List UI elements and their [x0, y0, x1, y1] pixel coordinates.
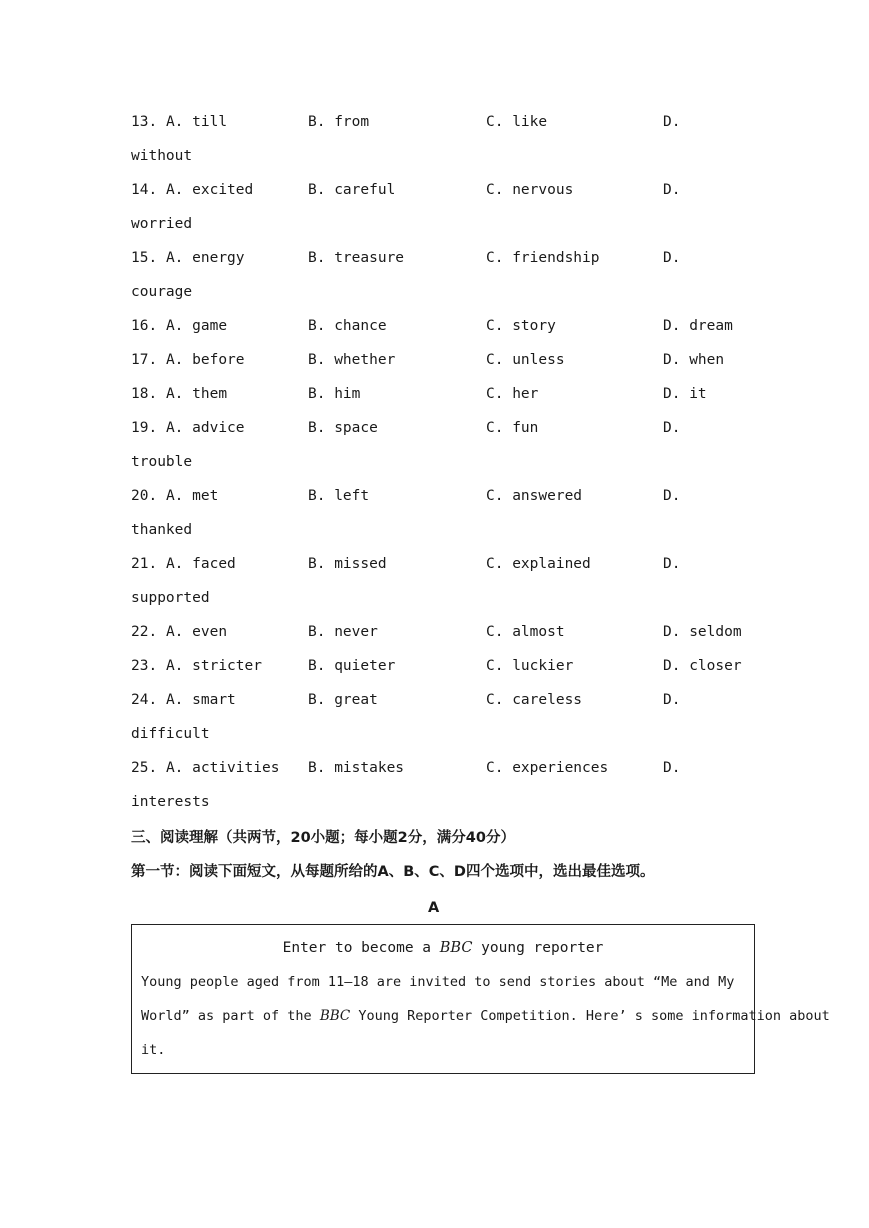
option-b: B. never [308, 624, 378, 640]
passage-title: Enter to become a BBC young reporter [282, 940, 604, 956]
section-instruction: 第一节：阅读下面短文，从每题所给的A、B、C、D四个选项中，选出最佳选项。 [131, 864, 655, 880]
question-number: 20. [131, 488, 158, 504]
passage-line-2: World” as part of the BBC Young Reporter Competition. Here’ s some information about [141, 1008, 830, 1024]
question-number: 18. [131, 386, 158, 402]
option-d-wrapped-text: trouble [131, 454, 193, 470]
option-d-wrapped-text: difficult [131, 726, 210, 742]
option-a: 17. A. before [131, 352, 245, 368]
option-d: D. closer [663, 658, 742, 674]
passage-line-brand: BBC [319, 1008, 351, 1024]
question-number: 19. [131, 420, 158, 436]
option-d: D. dream [663, 318, 733, 334]
option-d-wrapped-text: interests [131, 794, 210, 810]
option-b: B. careful [308, 182, 396, 198]
option-c: C. explained [486, 556, 591, 572]
option-c: C. careless [486, 692, 583, 708]
option-c: C. unless [486, 352, 565, 368]
option-a: 22. A. even [131, 624, 228, 640]
option-d-wrapped-text: worried [131, 216, 193, 232]
option-d-wrapped-text: without [131, 148, 193, 164]
option-b: B. whether [308, 352, 396, 368]
option-d: D. [663, 692, 681, 708]
question-number: 16. [131, 318, 158, 334]
option-c: C. almost [486, 624, 565, 640]
option-d: D. it [663, 386, 707, 402]
option-a: 23. A. stricter [131, 658, 262, 674]
option-b: B. missed [308, 556, 387, 572]
option-a: 15. A. energy [131, 250, 245, 266]
question-number: 17. [131, 352, 158, 368]
option-b: B. quieter [308, 658, 396, 674]
option-c: C. nervous [486, 182, 574, 198]
option-c: C. luckier [486, 658, 574, 674]
option-b: B. mistakes [308, 760, 405, 776]
option-d: D. [663, 488, 681, 504]
option-a: 14. A. excited [131, 182, 254, 198]
option-d: D. when [663, 352, 725, 368]
option-d: D. [663, 182, 681, 198]
option-d: D. [663, 114, 681, 130]
question-number: 13. [131, 114, 158, 130]
option-c: C. like [486, 114, 548, 130]
passage-label: A [428, 900, 440, 916]
option-d: D. [663, 420, 681, 436]
option-d-wrapped-text: supported [131, 590, 210, 606]
option-d: D. seldom [663, 624, 742, 640]
question-number: 24. [131, 692, 158, 708]
option-a: 25. A. activities [131, 760, 280, 776]
option-a: 19. A. advice [131, 420, 245, 436]
passage-line-3: it. [141, 1042, 166, 1058]
option-c: C. experiences [486, 760, 609, 776]
option-b: B. left [308, 488, 370, 504]
option-b: B. great [308, 692, 378, 708]
question-number: 15. [131, 250, 158, 266]
option-d: D. [663, 556, 681, 572]
option-b: B. space [308, 420, 378, 436]
option-b: B. chance [308, 318, 387, 334]
option-b: B. from [308, 114, 370, 130]
option-a: 18. A. them [131, 386, 228, 402]
option-c: C. her [486, 386, 539, 402]
option-c: C. story [486, 318, 556, 334]
option-a: 24. A. smart [131, 692, 236, 708]
option-b: B. him [308, 386, 361, 402]
option-a: 21. A. faced [131, 556, 236, 572]
question-number: 23. [131, 658, 158, 674]
passage-box [131, 924, 830, 1074]
option-a: 13. A. till [131, 114, 228, 130]
option-a: 20. A. met [131, 488, 219, 504]
option-c: C. answered [486, 488, 583, 504]
option-b: B. treasure [308, 250, 405, 266]
passage-title-brand: BBC [439, 940, 473, 956]
option-c: C. fun [486, 420, 539, 436]
option-a: 16. A. game [131, 318, 228, 334]
question-number: 25. [131, 760, 158, 776]
option-d: D. [663, 760, 681, 776]
question-number: 14. [131, 182, 158, 198]
question-number: 22. [131, 624, 158, 640]
passage-line-1: Young people aged from 11—18 are invited to send stories about “Me and My [141, 974, 735, 990]
option-d-wrapped-text: courage [131, 284, 193, 300]
section-heading: 三、阅读理解（共两节，20小题；每小题2分，满分40分） [131, 830, 515, 846]
question-number: 21. [131, 556, 158, 572]
option-c: C. friendship [486, 250, 600, 266]
option-d: D. [663, 250, 681, 266]
option-d-wrapped-text: thanked [131, 522, 193, 538]
